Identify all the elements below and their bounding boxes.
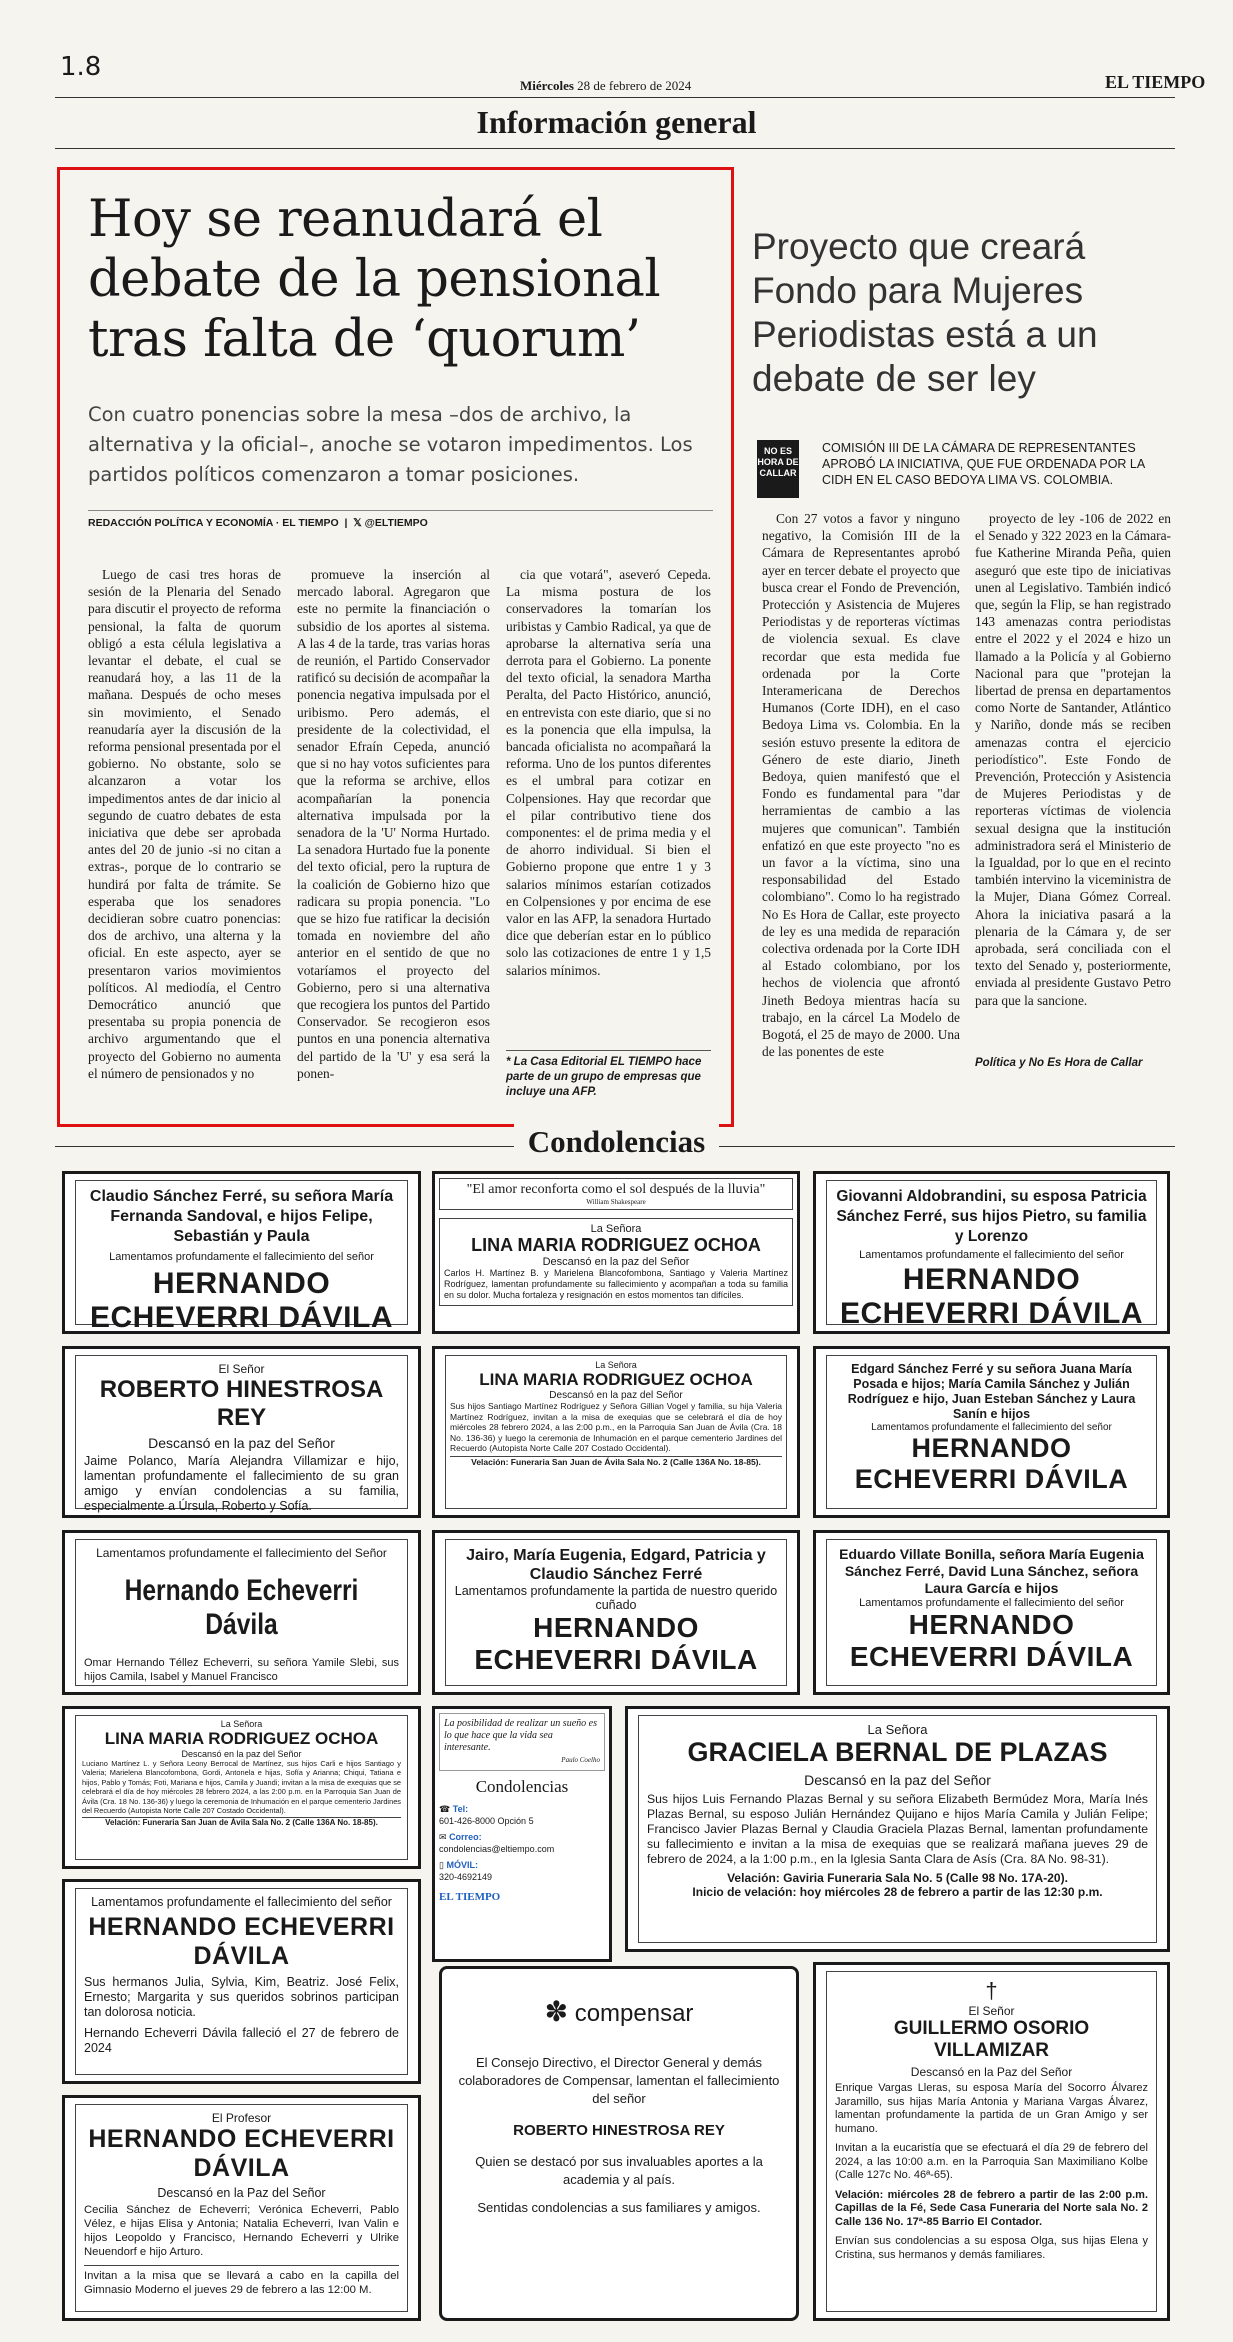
column-text: proyecto de ley -106 de 2022 en el Senado y 322 2023 en la Cámara- fue Katherine Miranda Peña, quien aseguró que este tipo de iniciativas unen al Legislativo. También indicó que, según la Flip, se han registrado 143 amenazas contra periodistas entre el 2022 y el 2024 e hizo un llamado a la Policía y al Gobierno Nacional para que "protejan la libertad de prensa en departamentos como Norte de Santander, Atlántico y Nariño, donde más se reciben amenazas contra el ejercicio periodístico". Este Fondo de Prevención, Protección y Asistencia de Mujeres Periodistas y de reporteras víctimas de violencia sexual designa que la institución administradora será el Ministerio de la Igualdad, por lo que en el recinto también intervino la viceministra de la Mujer, Diana Gómez Correal. Ahora la iniciativa pasará a la plenaria de la Cámara y, de ser aprobada, será conciliada con el texto del Senado y, posteriormente, enviada al presidente Gustavo Petro para que la sancione. <box>975 511 1171 1008</box>
ad-tel[interactable]: 601-426-8000 Opción 5 <box>439 1816 534 1826</box>
issue-date-rest: 28 de febrero de 2024 <box>577 78 692 93</box>
condolence-card <box>62 1706 421 1869</box>
deceased-name: HERNANDO ECHEVERRI DÁVILA <box>849 1609 1134 1672</box>
card-heading: Eduardo Villate Bonilla, señora María Eugenia Sánchez Ferré, David Luna Sánchez, señora Laura García e hijos <box>839 1546 1144 1596</box>
ad-quote-text: La posibilidad de realizar un sueño es lo que hace que la vida sea interesante. <box>444 1718 597 1753</box>
card-prefix: La Señora <box>595 1360 637 1370</box>
article-byline: REDACCIÓN POLÍTICA Y ECONOMÍA · EL TIEMPO | 𝕏 @ELTIEMPO <box>88 510 713 529</box>
card-heading: Giovanni Aldobrandini, su esposa Patricia Sánchez Ferré, sus hijos Pietro, su familia y Lorenzo <box>836 1188 1147 1245</box>
card-subtext: Descansó en la paz del Señor <box>549 1390 683 1401</box>
card-body-2: Invitan a la misa que se llevará a cabo en la capilla del Gimnasio Moderno el jueves 29 de febrero a las 12:00 M. <box>84 2265 399 2297</box>
card-footnote: Hernando Echeverri Dávila falleció el 27 de febrero de 2024 <box>84 2026 399 2055</box>
compensar-logo-text: compensar <box>574 2000 694 2027</box>
no-es-hora-de-callar-logo: NO ES HORA DE CALLAR <box>757 440 799 498</box>
card-subtext: Descansó en la paz del Señor <box>181 1749 302 1759</box>
condolencias-contact-ad <box>432 1706 612 1962</box>
compensar-logo <box>452 1995 786 2028</box>
card-subtext: Lamentamos profundamente el fallecimiento del señor <box>91 1895 392 1909</box>
section-title: Información general <box>476 104 757 140</box>
issue-date <box>520 78 691 94</box>
condolence-card <box>62 1346 421 1518</box>
card-body: Luciano Martínez L. y Señora Leony Berrocal de Martínez, sus hijos Carli e hijos Santiago y Valeria; Marielena Blancofombona, Gordi, Antonela e hijas, Sofía y Arianna; Chiqui, Tatiana e hijos, Pablo y Tomás; Foti, Mariana e hijos, Camila y Juandi; invitan a la misa de exequias que se celebrará el día de hoy miércoles 28 febrero 2024, a las 2:00 p.m. en la Parroquia San Juan de Ávila (Cra. 18 No. 136-36) y luego la ceremonia de Inhumación en el parque cementerio Jardines del Recuerdo (Autopista Norte Calle 207 Costado Occidental). <box>82 1759 401 1816</box>
condolence-card <box>62 1530 421 1695</box>
card-velacion-start: Inicio de velación: hoy miércoles 28 de febrero a partir de las 12:30 p.m. <box>692 1885 1103 1899</box>
ad-mobile-label: MÓVIL: <box>446 1860 478 1870</box>
deceased-name: HERNANDO ECHEVERRI DÁVILA <box>854 1433 1129 1494</box>
card-body: Cecilia Sánchez de Echeverri; Verónica Echeverri, Pablo Vélez, e hijas Elisa y Antonia; Natalia Echeverri, Ivan Valin e hijos Leopoldo y Francisco, Hernando Echeverri y Ulrike Neuendorf e hijo Arturo. <box>84 2204 399 2258</box>
card-subtext: Descansó en la paz del Señor <box>804 1772 991 1788</box>
card-prefix: El Profesor <box>211 2111 272 2125</box>
side-column-2 <box>975 510 1171 1009</box>
deceased-name: ROBERTO HINESTROSA REY <box>99 1376 384 1431</box>
card-subtext: Descansó en la paz del Señor <box>148 1435 335 1451</box>
condolencias-title <box>0 1124 1233 1160</box>
card-velacion: Velación: Funeraria San Juan de Ávila Sala No. 2 (Calle 136A No. 18-85). <box>82 1817 401 1827</box>
condolence-card <box>432 1171 800 1334</box>
card-heading: Edgard Sánchez Ferré y su señora Juana María Posada e hijos; María Camila Sánchez y Julián Rodríguez e hijo, Juan Esteban Sánchez y Laura Sanín e hijos <box>847 1362 1136 1421</box>
deceased-name: HERNANDO ECHEVERRI DÁVILA <box>474 1612 758 1675</box>
deceased-name: HERNANDO ECHEVERRI DÁVILA <box>88 2125 395 2182</box>
condolence-card <box>432 1530 800 1695</box>
card-heading: Jairo, María Eugenia, Edgard, Patricia y Claudio Sánchez Ferré <box>466 1547 766 1583</box>
card-velacion: Velación: miércoles 28 de febrero a partir de las 2:00 p.m. Capillas de la Fé, Sede Casa Funeraria del Norte sala No. 2 Calle 136 No. 17ª-85 Barrio El Contador. <box>835 2188 1148 2228</box>
card-subtext: Lamentamos profundamente el fallecimiento del señor <box>871 1422 1112 1433</box>
column-text: Con 27 votos a favor y ninguno negativo, la Comisión III de la Cámara de Representantes aprobó ayer en tercer debate el proyecto que busca crear el Fondo de Prevención, Protección y Asistencia de Mujeres Periodistas y de reporteras víctimas de violencia sexual. Es clave recordar que esta medida fue ordenada por la Corte Interamericana de Derechos Humanos (Corte IDH), en el caso Bedoya Lima vs. Colombia. En la sesión estuvo presente la editora de Género de este diario, Jineth Bedoya, quien manifestó que el Fondo es fundamental para "dar herramientas de cambio a las mujeres que comunican". También enfatizó en que este proyecto "no es un favor a la víctima, sino una responsabilidad del Estado colombiano". Como lo ha registrado No Es Hora de Callar, este proyecto de ley es una medida de reparación colectiva ordenada por la Corte IDH al Estado colombiano, por los hechos de violencia que afrontó Jineth Bedoya mientras hacía su trabajo, en la cárcel La Modelo de Bogotá, el 25 de mayo de 2000. Una de las ponentes de este <box>762 511 960 1060</box>
card-heading: Claudio Sánchez Ferré, su señora María Fernanda Sandoval, e hijos Felipe, Sebastián y Paula <box>89 1188 394 1245</box>
card-body: Jaime Polanco, María Alejandra Villamizar e hijo, lamentan profundamente el fallecimiento de su gran amigo y envían condolencias a su familia, especialmente a Úrsula, Roberto y Sofía. <box>84 1454 399 1513</box>
ad-mail[interactable]: condolencias@eltiempo.com <box>439 1844 555 1854</box>
phone-icon: ☎ <box>439 1804 451 1814</box>
card-prefix: El Señor <box>968 2004 1015 2018</box>
card-subtext: Descansó en la Paz del Señor <box>157 2186 326 2200</box>
card-prefix: La Señora <box>590 1223 642 1235</box>
deceased-name: ROBERTO HINESTROSA REY <box>513 2122 725 2139</box>
condolence-card <box>813 1530 1170 1695</box>
side-column-1 <box>762 510 960 1061</box>
condolencias-title-text: Condolencias <box>514 1124 719 1159</box>
deceased-name: HERNANDO ECHEVERRI DÁVILA <box>88 1913 395 1970</box>
column-text: promueve la inserción al mercado laboral. Agregaron que este no permite la financiación o subsidio de los aportes al sistema. A las 4 de la tarde, tras varias horas de reunión, el Partido Conservador ratificó su decisión de acompañar la ponencia negativa impulsada por el uribismo. Pero además, el presidente de la colectividad, el senador Efraín Cepeda, anunció que si no hay votos suficientes para que la reforma se archive, ellos acompañarían la ponencia alternativa impulsada por la senadora de la 'U' Norma Hurtado. La senadora Hurtado fue la ponente del texto oficial, pero la ruptura de la coalición de Gobierno hizo que radicara su propia ponencia. "Lo que se hizo fue ratificar la decisión tomada en noviembre del año anterior en el sentido de que no votaríamos el proyecto del Gobierno, pero si una alternativa que recogiera los puntos del Partido Conservador. Se recogieron esos puntos en una ponencia alternativa del partido de la 'U' y esa será la ponen- <box>297 567 490 1081</box>
card-body-2: Quien se destacó por sus invaluables aportes a la academia y al país. <box>475 2154 763 2187</box>
card-prefix: La Señora <box>220 1719 263 1729</box>
card-subtext: Lamentamos profundamente la partida de nuestro querido cuñado <box>454 1584 778 1612</box>
compensar-card <box>439 1966 799 2321</box>
ad-quote <box>439 1713 605 1771</box>
condolence-card <box>62 1171 421 1334</box>
deceased-name: LINA MARIA RODRIGUEZ OCHOA <box>104 1729 379 1748</box>
card-quote <box>439 1178 793 1210</box>
ad-tel-label: Tel: <box>452 1804 469 1814</box>
card-prefix: La Señora <box>867 1722 928 1737</box>
card-subtext: Descansó en la paz del Señor <box>542 1256 690 1268</box>
compensar-flower-icon: ✽ <box>544 1996 569 2027</box>
condolence-card <box>813 1962 1170 2321</box>
byline-text: REDACCIÓN POLÍTICA Y ECONOMÍA · EL TIEMPO <box>88 517 339 529</box>
deceased-name: LINA MARIA RODRIGUEZ OCHOA <box>479 1370 753 1389</box>
card-body-2: Invitan a la eucaristía que se efectuará el día 29 de febrero del 2024, a las 10:00 a.m. en la Parroquia San Maximiliano Kolbe (Calle 127c No. 46ª-65). <box>835 2142 1148 2181</box>
page-number: 1.8 <box>60 52 102 82</box>
card-velacion: Velación: Funeraria San Juan de Ávila Sala No. 2 (Calle 136A No. 18-85). <box>450 1456 782 1467</box>
deceased-name: LINA MARIA RODRIGUEZ OCHOA <box>471 1235 761 1255</box>
ad-brand: EL TIEMPO <box>439 1891 501 1903</box>
deceased-name: HERNANDO ECHEVERRI DÁVILA <box>89 1267 394 1334</box>
card-subtext: Lamentamos profundamente el fallecimiento del señor <box>859 1249 1124 1261</box>
article-disclosure-note: * La Casa Editorial EL TIEMPO hace parte de un grupo de empresas que incluye una AFP. <box>506 1050 711 1100</box>
card-body: Carlos H. Martínez B. y Marielena Blancofombona, Santiago y Valeria Martínez Rodríguez, lamentan profundamente su fallecimiento y acompañan a toda su familia en su dolor. Mucha fortaleza y resignación en estos momentos tan difíciles. <box>444 1268 788 1300</box>
condolence-card <box>432 1346 800 1518</box>
side-headline: Proyecto que creará Fondo para Mujeres Periodistas está a un debate de ser ley <box>752 226 1098 399</box>
quote-text: "El amor reconforta como el sol después de la lluvia" <box>466 1182 766 1197</box>
card-body-3: Sentidas condolencias a sus familiares y amigos. <box>477 2200 761 2215</box>
side-credit: Política y No Es Hora de Callar <box>975 1057 1143 1069</box>
card-subtext: Lamentamos profundamente el fallecimiento del señor <box>109 1251 374 1263</box>
article-column-3 <box>506 566 711 979</box>
ad-mail-label: Correo: <box>449 1832 482 1842</box>
condolence-card <box>62 2095 421 2321</box>
condolence-card <box>625 1706 1170 1952</box>
condolence-card <box>813 1171 1170 1334</box>
article-headline: Hoy se reanudará el debate de la pensional tras falta de ‘quorum’ <box>88 190 661 369</box>
x-icon: 𝕏 <box>353 517 362 529</box>
quote-author: William Shakespeare <box>586 1198 646 1206</box>
deceased-name: GUILLERMO OSORIO VILLAMIZAR <box>893 2018 1090 2061</box>
deceased-name: HERNANDO ECHEVERRI DÁVILA <box>839 1263 1144 1330</box>
deceased-name: Hernando Echeverri Dávila <box>124 1574 359 1641</box>
newspaper-brand: EL TIEMPO <box>1105 72 1206 92</box>
column-text: Luego de casi tres horas de sesión de la Plenaria del Senado para discutir el proyecto de reforma pensional, la falta de quorum obligó a esta célula legislativa a levantar el debate, el cual se reanudará hoy, a las 11 de la mañana. Después de ocho meses sin movimiento, el Senado reanudaría ayer la discusión de la reforma pensional presentada por el gobierno. No obstante, solo se alcanzaron a votar los impedimentos antes de dar inicio al segundo de cuatro debates de esta iniciativa que debe ser aprobada antes del 20 de junio -si no citan a extras-, porque de lo contrario se hundirá por falta de trámite. Se esperaba que los senadores decidieran sobre cuatro ponencias: dos de archivo, una alterna y la oficial. En este aspecto, ayer se presentaron varios movimientos políticos. Al mediodía, el Centro Democrático anunció que presentaba su propia ponencia de archivo argumentando que el proyecto del Gobierno no aumenta el número de pensionados y no <box>88 567 281 1081</box>
mobile-icon: ▯ <box>439 1860 444 1870</box>
card-subtext: Lamentamos profundamente el fallecimiento del señor <box>859 1597 1124 1609</box>
side-kicker: COMISIÓN III DE LA CÁMARA DE REPRESENTANTES APROBÓ LA INICIATIVA, QUE FUE ORDENADA POR LA CIDH EN EL CASO BEDOYA LIMA VS. COLOMBIA. <box>822 441 1145 487</box>
column-text: cia que votará", aseveró Cepeda. La misma postura de los conservadores la tomarían los uribistas y Cambio Radical, ya que de aprobarse la alternativa sería una derrota para el Gobierno. La ponente del texto oficial, la senadora Martha Peralta, del Pacto Histórico, anunció, en entrevista con este diario, que si no es la ponencia que ella impulsa, la bancada oficialista no acompañará la reforma. Uno de los puntos diferentes es el umbral para cotizar en Colpensiones. Hay que recordar que el pilar contributivo tiene dos componentes: el de prima media y el de ahorro individual. Si bien el Gobierno propone que entre 1 y 3 salarios mínimos estarían cotizados en Colpensiones y por encima de ese valor en las AFP, la senadora Hurtado dice que deberían estar en lo público solo las cotizaciones de entre 1 y 1,5 salarios mínimos. <box>506 567 711 978</box>
ad-quote-author: Paulo Coelho <box>561 1756 600 1764</box>
header-rule <box>55 97 1175 98</box>
ad-title: Condolencias <box>475 1777 569 1796</box>
card-body: Enrique Vargas Lleras, su esposa María del Socorro Álvarez Jaramillo, sus hijas María Antonia y Mariana Vargas Álvarez, lamentan profundamente la partida de un Gran Amigo y ser humano. <box>835 2082 1148 2135</box>
twitter-handle[interactable]: @ELTIEMPO <box>364 517 428 529</box>
card-body: Omar Hernando Téllez Echeverri, su señora Yamile Slebi, sus hijos Camila, Isabel y Manuel Francisco <box>84 1657 399 1683</box>
card-prefix: El Señor <box>218 1362 265 1376</box>
article-column-1 <box>88 566 281 1082</box>
section-rule <box>55 148 1175 149</box>
ad-contacts <box>439 1803 605 1883</box>
article-lede: Con cuatro ponencias sobre la mesa –dos de archivo, la alternativa y la oficial–, anoche se votaron impedimentos. Los partidos políticos comenzaron a tomar posiciones. <box>88 403 693 486</box>
card-subtext: Descansó en la Paz del Señor <box>910 2065 1073 2079</box>
condolence-card <box>62 1879 421 2084</box>
mail-icon: ✉ <box>439 1832 447 1842</box>
card-velacion: Velación: Gaviria Funeraria Sala No. 5 (Calle 98 No. 17A-20). <box>727 1871 1068 1885</box>
card-body: Sus hijos Santiago Martínez Rodríguez y Señora Gillian Vogel y familia, su hija Valeria Martínez Rodríguez, invitan a la misa de exequias que se celebrará el día de hoy miércoles 28 febrero 2024, a las 2:00 p.m., en la Parroquia San Juan de Ávila (Cra. 18 No. 136-36) y luego la ceremonia de Inhumación en el parque cementerio Jardines del Recuerdo (Autopista Norte Calle 207 Costado Occidental). <box>450 1401 782 1453</box>
cross-icon: † <box>985 1978 998 2003</box>
card-body: Sus hijos Luis Fernando Plazas Bernal y su señora Elizabeth Bermúdez Mora, María Inés Plazas Bernal, su esposo Julián Hernández Quijano e hijos María Camila y Julián Felipe; Francisco Javier Plazas Bernal y Claudia Graciela Plazas Bernal, lamentan profundamente su fallecimiento e invitan a la misa de exequias que se realizará mañana jueves 29 de febrero de 2024, a la 1:00 p.m., en la Iglesia Santa Clara de Asís (Cra. 8A No. 98-31). <box>647 1792 1148 1866</box>
ad-mobile[interactable]: 320-4692149 <box>439 1872 493 1882</box>
card-subtext: Lamentamos profundamente el fallecimiento del Señor <box>96 1546 387 1560</box>
issue-weekday: Miércoles <box>520 78 574 93</box>
deceased-name: GRACIELA BERNAL DE PLAZAS <box>687 1737 1108 1767</box>
card-body: El Consejo Directivo, el Director General y demás colaboradores de Compensar, lamentan el fallecimiento del señor <box>458 2055 780 2106</box>
card-body-4: Envían sus condolencias a su esposa Olga, sus hijas Elena y Cristina, sus hermanos y demás familiares. <box>835 2235 1148 2261</box>
condolence-card <box>813 1346 1170 1518</box>
card-body: Sus hermanos Julia, Sylvia, Kim, Beatriz. José Felix, Ernesto; Margarita y sus queridos sobrinos participan tan dolorosa noticia. <box>84 1975 399 2019</box>
article-column-2 <box>297 566 490 1082</box>
